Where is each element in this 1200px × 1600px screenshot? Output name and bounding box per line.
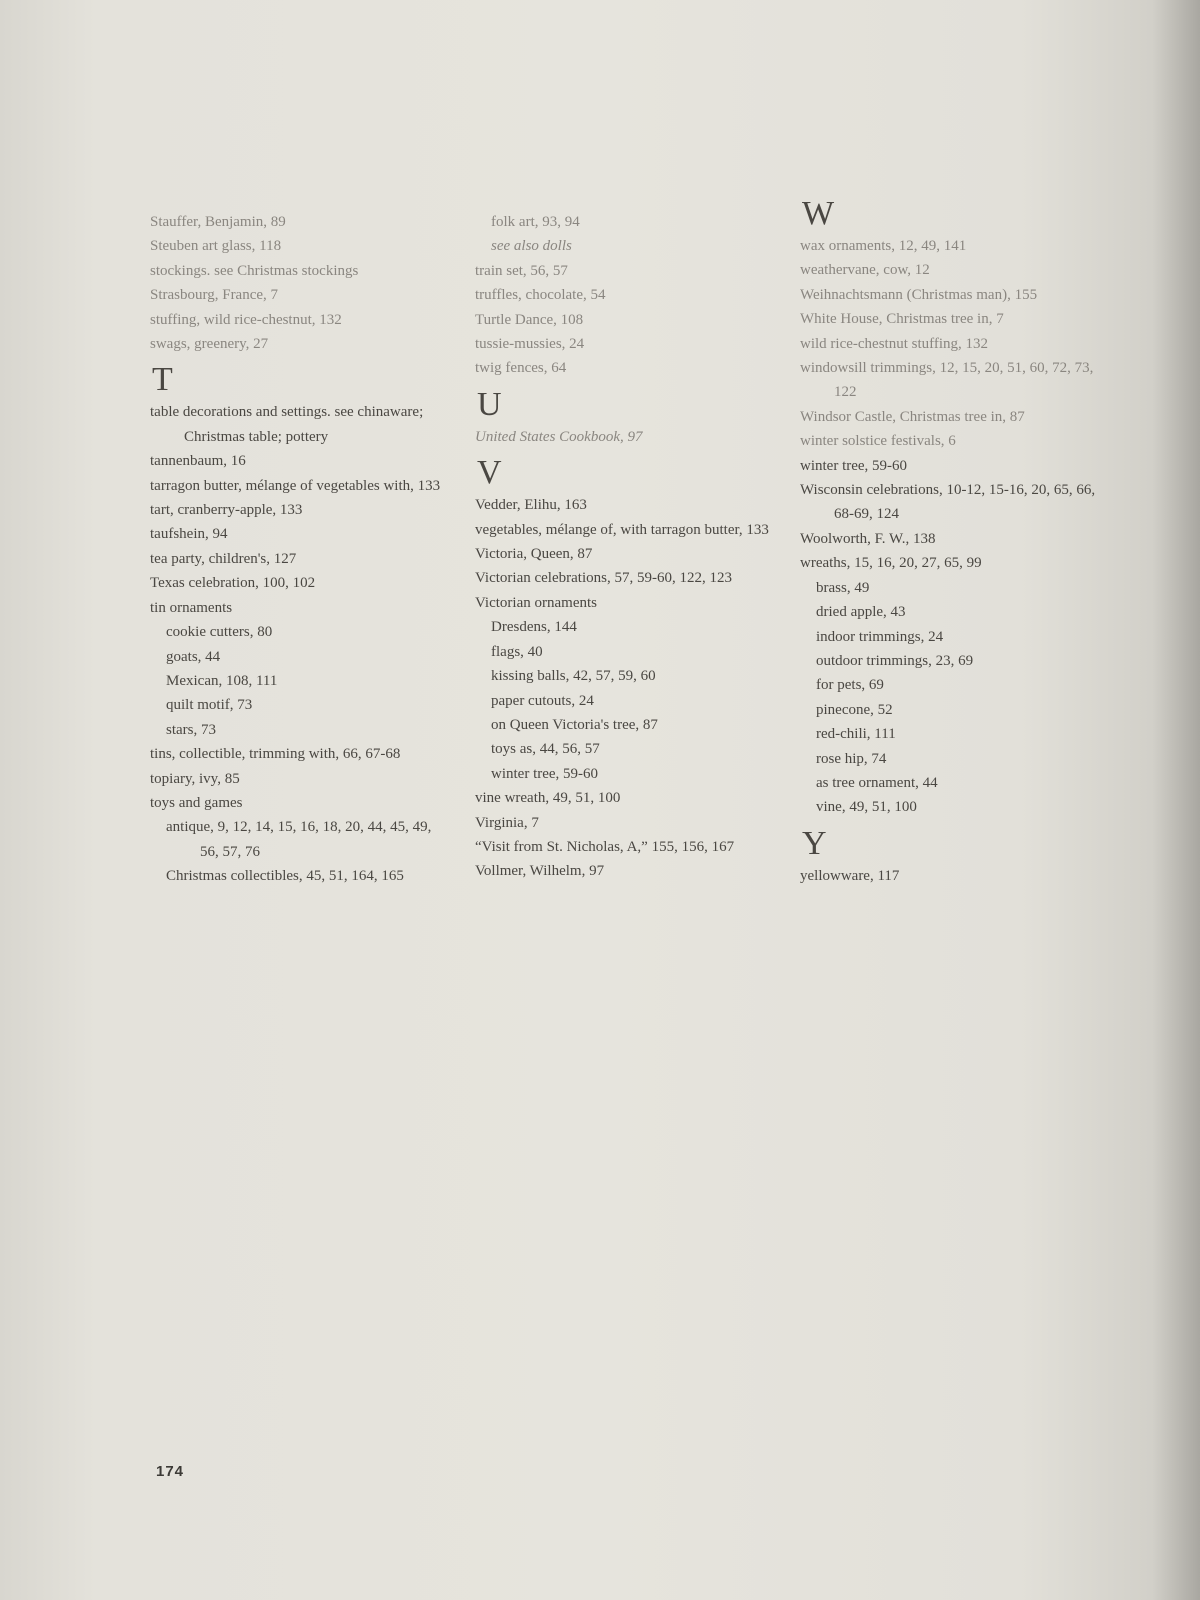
page-number: 174 xyxy=(156,1463,185,1480)
index-subentry: indoor trimmings, 24 xyxy=(816,628,944,645)
index-column-1 xyxy=(150,210,450,889)
index-entry: windowsill trimmings, 12, 15, 20, 51, 60, 72, 73, 122 xyxy=(800,360,1094,401)
index-subentry: quilt motif, 73 xyxy=(166,697,253,714)
index-subentry: folk art, 93, 94 xyxy=(491,214,580,230)
index-entry: Wisconsin celebrations, 10-12, 15-16, 20, 65, 66, 68-69, 124 xyxy=(800,482,1096,523)
section-letter: Y xyxy=(802,824,827,862)
index-entry: yellowware, 117 xyxy=(800,867,900,884)
index-subentry: goats, 44 xyxy=(166,648,221,665)
index-subentry: red-chili, 111 xyxy=(816,726,896,743)
index-entry: Victoria, Queen, 87 xyxy=(475,546,593,563)
index-subentry: for pets, 69 xyxy=(816,677,884,694)
index-entry: tussie-mussies, 24 xyxy=(475,336,585,353)
index-subentry: outdoor trimmings, 23, 69 xyxy=(816,652,974,669)
section-letter: U xyxy=(477,385,502,423)
index-subentry: winter tree, 59-60 xyxy=(491,765,599,782)
index-entry: tannenbaum, 16 xyxy=(150,453,246,470)
index-entry: winter solstice festivals, 6 xyxy=(800,433,956,450)
index-entry: “Visit from St. Nicholas, A,” 155, 156, 167 xyxy=(475,838,735,855)
index-entry: tarragon butter, mélange of vegetables with, 133 xyxy=(150,477,441,494)
index-entry: truffles, chocolate, 54 xyxy=(475,287,606,304)
index-entry: wax ornaments, 12, 49, 141 xyxy=(800,238,967,254)
index-entry: vegetables, mélange of, with tarragon butter, 133 xyxy=(475,521,769,538)
index-entry: tin ornaments xyxy=(150,599,233,616)
index-entry: toys and games xyxy=(150,794,243,811)
index-subentry: rose hip, 74 xyxy=(816,750,887,767)
index-entry: tart, cranberry-apple, 133 xyxy=(150,502,303,519)
index-subentry: on Queen Victoria's tree, 87 xyxy=(491,716,658,733)
index-subentry: as tree ornament, 44 xyxy=(816,774,938,791)
index-column-3 xyxy=(800,190,1100,888)
section-letter: V xyxy=(477,454,502,492)
section-letter: T xyxy=(152,361,173,399)
index-entry: twig fences, 64 xyxy=(475,360,567,377)
index-subentry: antique, 9, 12, 14, 15, 16, 18, 20, 44, 45, 49, 56, 57, 76 xyxy=(166,819,432,860)
index-entry: stuffing, wild rice-chestnut, 132 xyxy=(150,311,342,328)
section-letter: W xyxy=(802,195,835,232)
index-subentry: toys as, 44, 56, 57 xyxy=(491,741,600,758)
index-entry: weathervane, cow, 12 xyxy=(800,262,930,279)
index-entry: winter tree, 59-60 xyxy=(800,457,908,474)
index-entry: Weihnachtsmann (Christmas man), 155 xyxy=(800,286,1038,303)
index-entry: Turtle Dance, 108 xyxy=(475,311,584,328)
index-entry: vine wreath, 49, 51, 100 xyxy=(475,790,621,807)
index-subentry: brass, 49 xyxy=(816,579,870,596)
index-entry: Stauffer, Benjamin, 89 xyxy=(150,214,286,230)
index-entry: taufshein, 94 xyxy=(150,526,228,543)
index-subentry: paper cutouts, 24 xyxy=(491,692,594,709)
index-subentry: flags, 40 xyxy=(491,643,543,660)
index-entry: Texas celebration, 100, 102 xyxy=(150,575,316,592)
index-entry: Vedder, Elihu, 163 xyxy=(475,497,587,514)
index-column-2 xyxy=(475,210,775,884)
index-entry: Virginia, 7 xyxy=(475,814,539,831)
index-subentry: Mexican, 108, 111 xyxy=(166,672,278,689)
index-subentry: see also dolls xyxy=(491,238,572,255)
index-entry: swags, greenery, 27 xyxy=(150,336,269,353)
index-entry: Vollmer, Wilhelm, 97 xyxy=(475,863,605,880)
index-subentry: Dresdens, 144 xyxy=(491,619,577,636)
index-entry: Windsor Castle, Christmas tree in, 87 xyxy=(800,408,1025,425)
index-entry: train set, 56, 57 xyxy=(475,262,568,279)
index-entry: tins, collectible, trimming with, 66, 67-68 xyxy=(150,746,401,763)
index-subentry: pinecone, 52 xyxy=(816,701,893,718)
index-subentry: Christmas collectibles, 45, 51, 164, 165 xyxy=(166,868,404,885)
index-entry: White House, Christmas tree in, 7 xyxy=(800,311,1004,328)
index-entry: Victorian celebrations, 57, 59-60, 122, 123 xyxy=(475,570,732,587)
index-entry: wild rice-chestnut stuffing, 132 xyxy=(800,335,989,352)
index-subentry: dried apple, 43 xyxy=(816,604,906,621)
index-entry: Strasbourg, France, 7 xyxy=(150,287,279,304)
index-entry: wreaths, 15, 16, 20, 27, 65, 99 xyxy=(800,555,982,572)
index-entry: topiary, ivy, 85 xyxy=(150,770,240,787)
index-entry: tea party, children's, 127 xyxy=(150,550,297,567)
index-entry: stockings. see Christmas stockings xyxy=(150,262,359,279)
index-subentry: kissing balls, 42, 57, 59, 60 xyxy=(491,668,656,685)
index-entry: Woolworth, F. W., 138 xyxy=(800,530,936,547)
index-subentry: cookie cutters, 80 xyxy=(166,624,273,641)
index-entry: table decorations and settings. see chinaware; Christmas table; pottery xyxy=(150,404,424,445)
index-entry: United States Cookbook, 97 xyxy=(475,428,643,445)
index-entry: Steuben art glass, 118 xyxy=(150,238,282,255)
index-subentry: vine, 49, 51, 100 xyxy=(816,799,917,816)
index-subentry: stars, 73 xyxy=(166,721,216,738)
index-entry: Victorian ornaments xyxy=(475,594,597,611)
